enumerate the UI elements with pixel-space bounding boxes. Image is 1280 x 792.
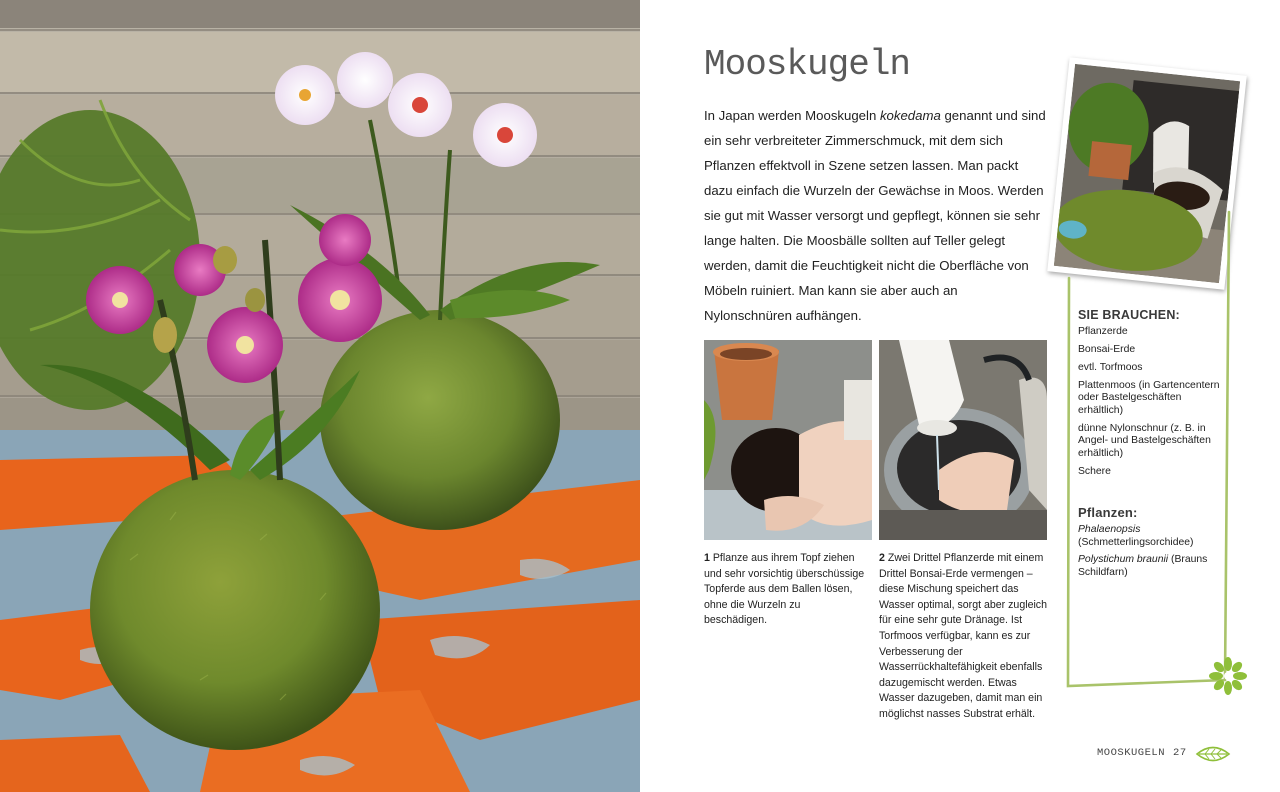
materials-list — [1078, 326, 1228, 478]
list-item: Pflanzerde — [1078, 326, 1128, 337]
running-head: MOOSKUGELN — [1097, 747, 1166, 759]
list-item: dünne Nylonschnur (z. B. in Angel- und Bastelgeschäften erhältlich) — [1078, 422, 1211, 459]
right-page — [640, 0, 1280, 792]
plants-heading: Pflanzen: — [1078, 505, 1138, 520]
step-1-caption — [704, 551, 866, 629]
step-1-text: Pflanze aus ihrem Topf ziehen und sehr vorsichtig überschüssige Topferde aus dem Ballen lösen, ohne die Wurzeln zu beschädigen. — [704, 552, 865, 627]
step-2-number: 2 — [879, 552, 885, 564]
list-item — [1078, 554, 1228, 579]
page-number: 27 — [1173, 747, 1187, 759]
plant-latin-name: Phalaenopsis — [1078, 524, 1141, 535]
intro-text-1: In Japan werden Mooskugeln — [704, 108, 880, 123]
flower-icon — [1208, 656, 1248, 696]
intro-term: kokedama — [879, 108, 941, 123]
materials-heading: SIE BRAUCHEN: — [1078, 308, 1180, 322]
page-title: Mooskugeln — [704, 44, 911, 85]
plant-common-name: (Brauns Schildfarn) — [1078, 554, 1208, 578]
step-1-photo — [704, 340, 872, 540]
step-1-number: 1 — [704, 552, 710, 564]
list-item: Schere — [1078, 465, 1111, 477]
materials-list-box — [1078, 308, 1228, 484]
list-item: evtl. Torfmoos — [1078, 362, 1143, 373]
step-2-caption — [879, 551, 1047, 723]
plant-latin-name: Polystichum braunii — [1078, 554, 1169, 566]
intro-text-2: genannt und sind ein sehr verbreiteter Zimmerschmuck, mit dem sich Pflanzen effektvoll in Szene setzen lassen. Man packt dazu einfach die Wurzeln der Gewächse in Moos. Werden sie gut mit Wasser versorgt und gepflegt, können sie sehr lange halten. Die Moosbälle sollten auf Teller gelegt werden, damit die Feuchtigkeit nicht die Oberfläche von Möbeln ruiniert. Man kann sie aber auch an Nylonschnüren aufhängen. — [704, 108, 1046, 323]
plants-box — [1078, 505, 1228, 584]
list-item: Bonsai-Erde — [1078, 344, 1136, 355]
intro-paragraph — [704, 103, 1049, 328]
step-2-text: Zwei Drittel Pflanzerde mit einem Drittel Bonsai-Erde vermengen – diese Mischung speichert das Wasser optimal, sorgt aber zugleich für eine sehr gute Dränage. Ist Torfmoos verfügbar, kann es zur Verbesserung der Wasserrückhaltefähigkeit ebenfalls dazugemischt werden. Etwas Wasser dazugeben, damit man ein möglichst nasses Substrat erhält. — [879, 552, 1047, 720]
leaf-icon — [1195, 745, 1231, 763]
running-footer — [1097, 747, 1187, 759]
plant-common-name: (Schmetterlingsorchidee) — [1078, 536, 1194, 548]
step-2-photo — [879, 340, 1047, 540]
list-item — [1078, 524, 1228, 549]
list-item: Plattenmoos (in Gartencentern oder Bastelgeschäften erhältlich) — [1078, 380, 1220, 416]
